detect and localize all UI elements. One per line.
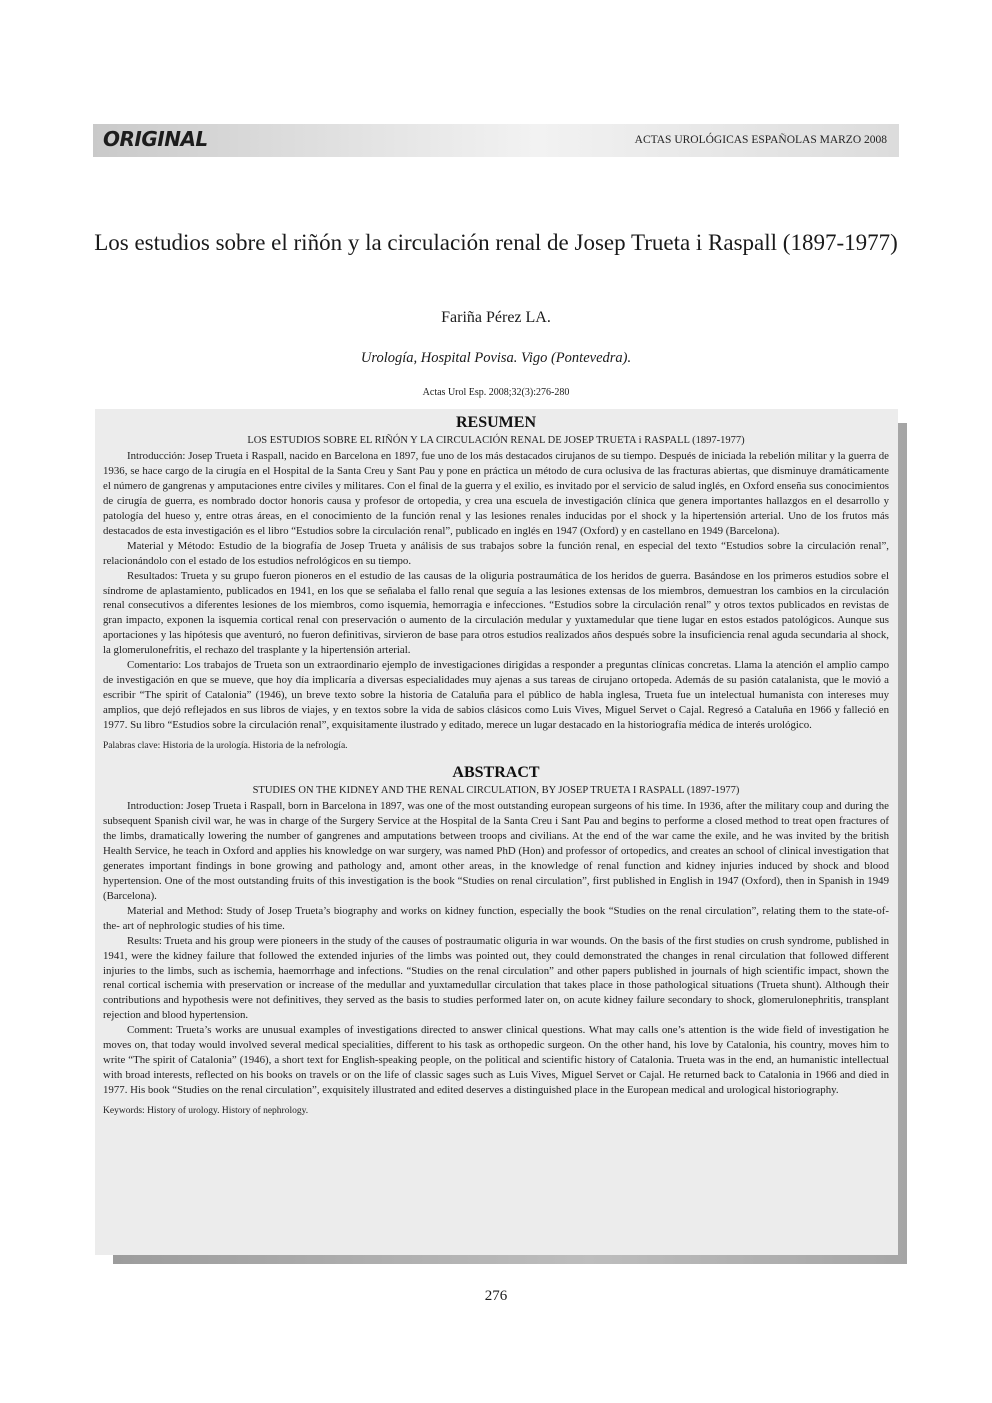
abstract-subtitle: STUDIES ON THE KIDNEY AND THE RENAL CIRCULATION, BY JOSEP TRUETA I RASPALL (1897-1977): [252, 785, 740, 797]
resumen-keywords: Palabras clave: Historia de la urología. Historia de la nefrología.: [103, 741, 348, 752]
section-label: ORIGINAL: [103, 127, 208, 151]
resumen-methods: Material y Método: Estudio de la biografía de Josep Trueta y análisis de sus trabajos sobre la función renal, en especial del texto “Estudios sobre la circulación renal”, relacionándolo con el estado de los estudios nefrológicos en su tiempo.: [103, 539, 889, 567]
abstract-keywords: Keywords: History of urology. History of nephrology.: [103, 1106, 309, 1117]
abstract-methods: Material and Method: Study of Josep Trueta’s biography and works on kidney function, especially the book “Studies on the renal circulation”, relating them to the state-of- the- art of nephrologic studies of his time.: [103, 904, 889, 932]
resumen-results: Resultados: Trueta y su grupo fueron pioneros en el estudio de las causas de la oliguria postraumática de los heridos de guerra. Basándose en los primeros estudios sobre el síndrome de aplastamiento, publicados en 1941, en los que se señalaba el fallo renal que seguía a las lesiones extensas de los miembros, demuestran los cambios en la circulación renal consecutivos a diferentes lesiones de los miembros, como isquemia, hemorragia e infecciones. “Estudios sobre la circulación renal” y otros textos publicados en revistas de gran impacto, exponen la isquemia cortical renal con preservación o aumento de la circulación medular y yuxtamedular que tiene lugar en estos estados patológicos. Aunque sus aportaciones y las hipótesis que aventuró, no fueron definitivas, sirvieron de base para otros estudios realizados años después sobre la insuficiencia renal aguda secundaria al shock, la glomerulonefritis, el rechazo del trasplante y la hipertensión arterial.: [103, 569, 889, 657]
abstract-box: [95, 409, 898, 1255]
resumen-comment: Comentario: Los trabajos de Trueta son un extraordinario ejemplo de investigaciones dirigidas a responder a preguntas clínicas concretas. Llama la atención el amplio campo de investigación en que se mueve, que hoy día implicaría a diversas especialidades muy ajenas a sus tareas de cirujano ortopeda. Además de su pasión catalanista, que le movió a escribir “The spirit of Catalonia” (1946), un breve texto sobre la historia de Cataluña para el público de habla inglesa, Trueta fue un intelectual humanista con intereses muy amplios, que dejó reflejados en sus libros de viajes, y en textos sobre la vida de sabios clásicos como Luis Vives, Miguel Servet o Cajal. Regresó a Cataluña en 1966 y falleció en 1977. Su libro “Estudios sobre la circulación renal”, exquisitamente ilustrado y editado, merece un lugar destacado en la historiografía médica de interés urológico.: [103, 659, 889, 732]
article-title: Los estudios sobre el riñón y la circulación renal de Josep Trueta i Raspall (1897-1977): [94, 230, 898, 255]
author-affiliation: Urología, Hospital Povisa. Vigo (Pontevedra).: [360, 350, 632, 366]
article-author: Fariña Pérez LA.: [441, 309, 551, 326]
page-number: 276: [484, 1288, 508, 1304]
resumen-introduction: Introducción: Josep Trueta i Raspall, nacido en Barcelona en 1897, fue uno de los más destacados cirujanos de su tiempo. Después de iniciada la rebelión militar y la guerra de 1936, se hace cargo de la cirugía en el Hospital de la Santa Creu y Sant Pau y pone en práctica un método de cura oclusiva de las fracturas abiertas, que disminuye dramáticamente el número de gangrenas y amputaciones entre civiles y militares. Con el final de la guerra y el exilio, es invitado por el servicio de salud inglés, en Oxford enseña sus conocimientos de cirugía de guerra, es nombrado doctor honoris causa y profesor de ortopedia, y crea una escuela de investigación clínica que genera importantes hallazgos en el desarrollo y patología del hueso y, entre otras áreas, en el conocimiento de la función renal y las lesiones renales inducidas por el shock y la hipertensión arterial. Uno de los frutos más destacados de esta investigación es el libro “Estudios sobre la circulación renal”, publicado en inglés en 1947 (Oxford) y en castellano en 1949 (Barcelona).: [103, 449, 889, 537]
resumen-heading: RESUMEN: [455, 414, 536, 431]
section-header-band: [93, 124, 899, 157]
journal-reference: ACTAS UROLÓGICAS ESPAÑOLAS MARZO 2008: [634, 134, 887, 146]
abstract-results: Results: Trueta and his group were pioneers in the study of the causes of postraumatic oliguria in war wounds. On the basis of the first studies on crush syndrome, published in 1941, were the kidney failure that followed the extended injuries of the limbs was pointed out, they could demonstrated the changes in renal circulation that followed different injuries to the limbs, such as ischemia, haemorrhage and infections. “Studies on the renal circulation” and other papers published in journals of high scientific impact, shown the renal cortical ischemia with preservation or increase of the medullar and yuxtamedullar circulation that takes place in those pathological situations (Trueta shunt). Although their contributions and hypothesis were not definitives, they served as the basis to studies performed later on, on acute kidney failure secondary to shock, glomerulonephritis, transplant rejection and blood hypertension.: [103, 934, 889, 1022]
abstract-introduction: Introduction: Josep Trueta i Raspall, born in Barcelona in 1897, was one of the most outstanding european surgeons of his time. In 1936, after the military coup and during the subsequent Spanish civil war, he was in charge of the Surgery Service at the Hospital de la Santa Creu i Sant Pau and begins to performe a closed method to treat open fractures of the limbs, dramatically lowering the number of gangrenes and amputations between troops and civilians. At the end of the war came the exile, and he was invited by the british Health Service, he teach in Oxford and applies his knowledge on war surgery, was named PhD (Hon) and professor of ortopedics, and creates an school of clinical investigation that generates important findings in bone growing and pathology and, amont other areas, in the knowledge of renal function and kidney injuries induced by shock and blood hypertension. One of the most outstanding fruits of this investigation is the book “Studies on renal circulation”, first published in English in 1947 (Oxford), then in Spanish in 1949 (Barcelona).: [103, 800, 889, 902]
article-citation: Actas Urol Esp. 2008;32(3):276-280: [422, 387, 570, 398]
resumen-subtitle: LOS ESTUDIOS SOBRE EL RIÑÓN Y LA CIRCULACIÓN RENAL DE JOSEP TRUETA i RASPALL (1897-1977): [247, 435, 745, 446]
abstract-heading: ABSTRACT: [452, 764, 540, 782]
abstract-comment: Comment: Trueta’s works are unusual examples of investigations directed to answer clinical questions. What may calls one’s attention is the wide field of investigation he moves on, that today would involved several medical specialities, different to his task as orthopedic surgeon. On the other hand, his love by Catalonia, his country, moves him to write “The spirit of Catalonia” (1946), a short text for English-speaking people, on the political and scientific history of Catalonia. Trueta was in the end, an humanistic intellectual with broad interests, reflected on his books on travels or on the life of classic sages such as Luis Vives, Miguel Servet or Cajal. He returned back to Catalonia in 1966 and died in 1977. His book “Studies on the renal circulation”, exquisitely illustrated and edited deserves a distinguished place in the European medical and urological historiography.: [103, 1024, 889, 1097]
